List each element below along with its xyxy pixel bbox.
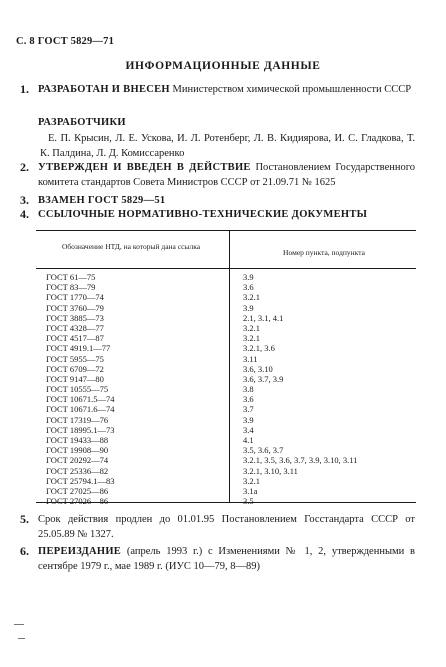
clause-number: 3.6 xyxy=(243,282,254,293)
clause-number: 3.2.1 xyxy=(243,475,260,486)
reference-document: ГОСТ 18995.1—73 xyxy=(46,424,115,435)
clause-number: 3.2.1, 3.5, 3.6, 3.7, 3.9, 3.10, 3.11 xyxy=(243,455,358,466)
clause-number: 3.6, 3.7, 3.9 xyxy=(243,373,284,384)
reference-document: ГОСТ 25336—82 xyxy=(46,465,109,476)
reference-document: ГОСТ 19908—90 xyxy=(46,445,109,456)
section-title: ИНФОРМАЦИОННЫЕ ДАННЫЕ xyxy=(125,60,321,72)
reference-document: ГОСТ 83—79 xyxy=(46,282,96,293)
table-row xyxy=(36,466,416,476)
table-row xyxy=(36,445,416,455)
reference-document: ГОСТ 3885—73 xyxy=(46,312,104,323)
table-row xyxy=(36,333,416,343)
clause-number: 3.6 xyxy=(243,394,254,405)
item-heading: РАЗРАБОТАН И ВНЕСЕН xyxy=(38,84,170,95)
item-number: 6. xyxy=(20,544,29,558)
reference-document: ГОСТ 6709—72 xyxy=(46,363,104,374)
table-row xyxy=(36,476,416,486)
table-row xyxy=(36,404,416,414)
clause-number: 3.1а xyxy=(243,485,258,496)
item-developers xyxy=(20,116,415,131)
item-heading: ПЕРЕИЗДАНИЕ xyxy=(38,546,122,557)
reference-document: ГОСТ 10671.5—74 xyxy=(46,394,115,405)
table-top-rule xyxy=(36,230,416,231)
reference-document: ГОСТ 27025—86 xyxy=(46,485,109,496)
reference-document: ГОСТ 9147—80 xyxy=(46,373,104,384)
table-row xyxy=(36,455,416,465)
item-reissue xyxy=(20,544,415,574)
reference-document: ГОСТ 20292—74 xyxy=(46,455,109,466)
clause-number: 3.9 xyxy=(243,302,254,313)
table-row xyxy=(36,343,416,353)
item-number: 5. xyxy=(20,512,29,526)
table-row xyxy=(36,374,416,384)
clause-number: 3.7 xyxy=(243,404,254,415)
item-heading: УТВЕРЖДЕН И ВВЕДЕН В ДЕЙСТВИЕ xyxy=(38,162,251,173)
item-text: Срок действия продлен до 01.01.95 Постановлением Госстандарта СССР от 25.05.89 № 1327. xyxy=(38,514,415,540)
developers-heading: РАЗРАБОТЧИКИ xyxy=(38,117,126,128)
clause-number: 3.5, 3.6, 3.7 xyxy=(243,445,284,456)
reference-document: ГОСТ 5955—75 xyxy=(46,353,104,364)
item-number: 2. xyxy=(20,160,29,174)
reference-document: ГОСТ 27026—86 xyxy=(46,496,109,507)
table-row xyxy=(36,354,416,364)
clause-number: 3.2.1 xyxy=(243,322,260,333)
table-row xyxy=(36,435,416,445)
item-validity xyxy=(20,512,415,542)
table-row xyxy=(36,425,416,435)
clause-number: 4.1 xyxy=(243,435,254,445)
table-header-document: Обозначение НТД, на который дана ссылка xyxy=(61,242,201,251)
table-row xyxy=(36,394,416,404)
table-row xyxy=(36,292,416,302)
table-bottom-rule xyxy=(36,502,416,503)
item-number: 1. xyxy=(20,82,29,96)
clause-number: 2.1, 3.1, 4.1 xyxy=(243,312,284,323)
item-text: (апрель 1993 г.) с Изменениями № 1, 2, утвержденными в сентябре 1979 г., мае 1989 г. (ИУС 10—79, 8—89) xyxy=(38,546,415,572)
item-references xyxy=(20,207,415,223)
item-approved xyxy=(20,160,415,190)
reference-document: ГОСТ 4517—87 xyxy=(46,333,104,344)
scan-mark xyxy=(18,638,25,639)
item-number: 4. xyxy=(20,207,29,221)
table-row xyxy=(36,384,416,394)
item-developed xyxy=(20,82,415,98)
table-row xyxy=(36,303,416,313)
clause-number: 3.8 xyxy=(243,384,254,395)
item-number: 3. xyxy=(20,193,29,207)
item-heading: ССЫЛОЧНЫЕ НОРМАТИВНО-ТЕХНИЧЕСКИЕ ДОКУМЕНТЫ xyxy=(38,209,368,220)
developers-list: Е. П. Крысин, Л. Е. Ускова, И. Л. Ротенберг, Л. В. Кидиярова, И. С. Гладкова, Т. К. Палдина, Л. Д. Комиссаренко xyxy=(40,133,415,159)
table-row xyxy=(36,486,416,496)
clause-number: 3.2.1 xyxy=(243,292,260,303)
reference-document: ГОСТ 19433—88 xyxy=(46,435,109,445)
table-body xyxy=(36,272,416,506)
reference-document: ГОСТ 10555—75 xyxy=(46,384,109,395)
reference-document: ГОСТ 10671.6—74 xyxy=(46,404,115,415)
scan-mark xyxy=(14,624,24,625)
page-header: С. 8 ГОСТ 5829—71 xyxy=(16,36,115,47)
table-row xyxy=(36,272,416,282)
table-header-clause: Номер пункта, подпункта xyxy=(283,248,365,257)
table-header-rule xyxy=(36,268,416,269)
clause-number: 3.2.1, 3.10, 3.11 xyxy=(243,465,298,476)
reference-document: ГОСТ 4328—77 xyxy=(46,322,104,333)
reference-document: ГОСТ 1770—74 xyxy=(46,292,104,303)
clause-number: 3.4 xyxy=(243,424,254,435)
table-row xyxy=(36,282,416,292)
item-heading: ВЗАМЕН ГОСТ 5829—51 xyxy=(38,195,166,206)
table-row xyxy=(36,323,416,333)
clause-number: 3.6, 3.10 xyxy=(243,363,273,374)
reference-document: ГОСТ 4919.1—77 xyxy=(46,343,111,354)
clause-number: 3.2.1 xyxy=(243,333,260,344)
table-row xyxy=(36,313,416,323)
table-row xyxy=(36,415,416,425)
item-text: Постановлением Государственного комитета стандартов Совета Министров СССР от 21.09.71 № 1625 xyxy=(38,162,416,188)
clause-number: 3.9 xyxy=(243,414,254,425)
reference-document: ГОСТ 61—75 xyxy=(46,272,96,282)
clause-number: 3.11 xyxy=(243,353,258,364)
clause-number: 3.9 xyxy=(243,272,254,282)
table-row xyxy=(36,364,416,374)
item-text: Министерством химической промышленности СССР xyxy=(169,84,412,95)
clause-number: 3.5 xyxy=(243,496,254,507)
reference-document: ГОСТ 3760—79 xyxy=(46,302,104,313)
reference-document: ГОСТ 25794.1—83 xyxy=(46,475,115,486)
clause-number: 3.2.1, 3.6 xyxy=(243,343,275,354)
reference-document: ГОСТ 17319—76 xyxy=(46,414,109,425)
